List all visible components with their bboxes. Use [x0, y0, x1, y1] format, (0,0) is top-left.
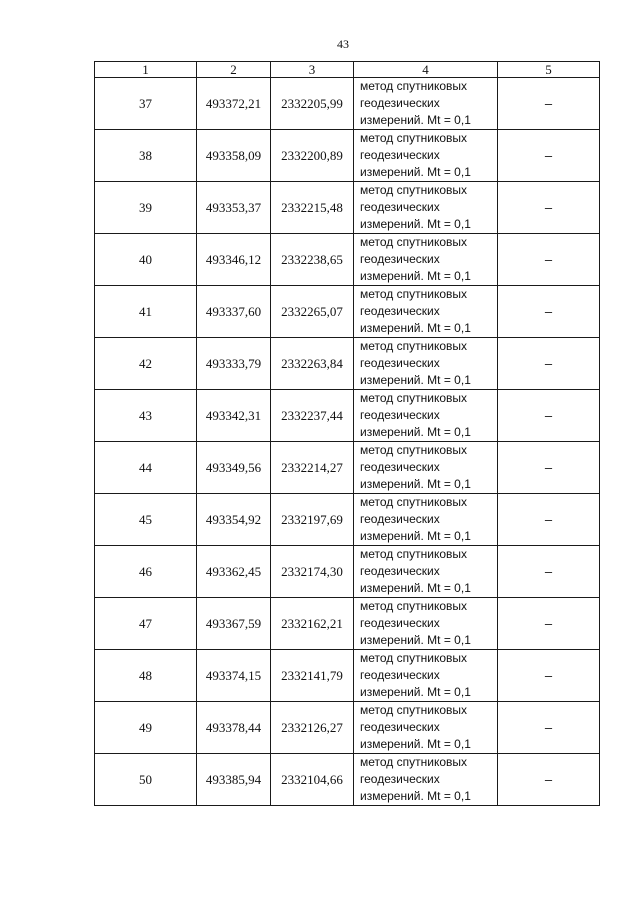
method-line-1: метод спутниковых: [360, 391, 468, 405]
x-coordinate-cell: 493354,92: [197, 494, 271, 546]
x-coordinate-cell: 493346,12: [197, 234, 271, 286]
column-5-cell: [498, 650, 600, 702]
method-cell: [354, 494, 498, 546]
method-line-1: метод спутниковых: [360, 495, 468, 509]
table-row: [95, 390, 600, 442]
table-row: [95, 702, 600, 754]
point-number-cell: 46: [95, 546, 197, 598]
method-cell: [354, 182, 498, 234]
header-cell-2: 2: [197, 62, 271, 78]
x-coordinate-cell: 493333,79: [197, 338, 271, 390]
page-number: 43: [337, 37, 349, 51]
method-cell: [354, 390, 498, 442]
point-number-cell: 45: [95, 494, 197, 546]
x-coordinate-cell: 493358,09: [197, 130, 271, 182]
method-line-1: метод спутниковых: [360, 547, 468, 561]
table-row: [95, 546, 600, 598]
y-coordinate-cell: 2332104,66: [271, 754, 354, 806]
method-line-1: метод спутниковых: [360, 599, 468, 613]
column-5-cell: [498, 598, 600, 650]
table-row: [95, 78, 600, 130]
y-coordinate-cell: 2332238,65: [271, 234, 354, 286]
y-coordinate-cell: 2332141,79: [271, 650, 354, 702]
method-line-2: геодезических: [360, 148, 440, 162]
method-line-2: геодезических: [360, 772, 440, 786]
dash-mark: –: [544, 251, 553, 267]
point-number-cell: 50: [95, 754, 197, 806]
column-5-cell: [498, 286, 600, 338]
method-line-3: измерений. Mt = 0,1: [360, 529, 471, 543]
dash-mark: –: [544, 147, 553, 163]
y-coordinate-cell: 2332263,84: [271, 338, 354, 390]
method-line-3: измерений. Mt = 0,1: [360, 477, 471, 491]
x-coordinate-cell: 493385,94: [197, 754, 271, 806]
method-line-3: измерений. Mt = 0,1: [360, 581, 471, 595]
method-line-2: геодезических: [360, 252, 440, 266]
method-line-1: метод спутниковых: [360, 131, 468, 145]
dash-mark: –: [544, 199, 553, 215]
point-number-cell: 49: [95, 702, 197, 754]
table-row: [95, 286, 600, 338]
method-cell: [354, 598, 498, 650]
table-row: [95, 494, 600, 546]
method-line-3: измерений. Mt = 0,1: [360, 269, 471, 283]
method-cell: [354, 286, 498, 338]
method-cell: [354, 338, 498, 390]
column-5-cell: [498, 338, 600, 390]
method-line-1: метод спутниковых: [360, 651, 468, 665]
table-row: [95, 598, 600, 650]
dash-mark: –: [544, 719, 553, 735]
table-row: [95, 754, 600, 806]
method-line-2: геодезических: [360, 408, 440, 422]
method-line-3: измерений. Mt = 0,1: [360, 425, 471, 439]
column-5-cell: [498, 494, 600, 546]
method-line-2: геодезических: [360, 668, 440, 682]
table-row: [95, 130, 600, 182]
method-line-2: геодезических: [360, 96, 440, 110]
method-line-3: измерений. Mt = 0,1: [360, 373, 471, 387]
method-line-3: измерений. Mt = 0,1: [360, 165, 471, 179]
method-line-2: геодезических: [360, 720, 440, 734]
point-number-cell: 47: [95, 598, 197, 650]
method-line-1: метод спутниковых: [360, 287, 468, 301]
dash-mark: –: [544, 563, 553, 579]
x-coordinate-cell: 493367,59: [197, 598, 271, 650]
dash-mark: –: [544, 407, 553, 423]
y-coordinate-cell: 2332174,30: [271, 546, 354, 598]
method-cell: [354, 702, 498, 754]
method-line-2: геодезических: [360, 616, 440, 630]
x-coordinate-cell: 493349,56: [197, 442, 271, 494]
y-coordinate-cell: 2332214,27: [271, 442, 354, 494]
header-cell-5: 5: [498, 62, 600, 78]
header-cell-3: 3: [271, 62, 354, 78]
coordinates-table: [94, 61, 600, 806]
method-line-1: метод спутниковых: [360, 443, 468, 457]
method-line-1: метод спутниковых: [360, 703, 468, 717]
column-5-cell: [498, 442, 600, 494]
point-number-cell: 48: [95, 650, 197, 702]
method-cell: [354, 650, 498, 702]
x-coordinate-cell: 493342,31: [197, 390, 271, 442]
method-line-1: метод спутниковых: [360, 339, 468, 353]
y-coordinate-cell: 2332215,48: [271, 182, 354, 234]
x-coordinate-cell: 493337,60: [197, 286, 271, 338]
y-coordinate-cell: 2332126,27: [271, 702, 354, 754]
method-line-3: измерений. Mt = 0,1: [360, 737, 471, 751]
point-number-cell: 38: [95, 130, 197, 182]
method-cell: [354, 546, 498, 598]
x-coordinate-cell: 493374,15: [197, 650, 271, 702]
y-coordinate-cell: 2332265,07: [271, 286, 354, 338]
column-5-cell: [498, 78, 600, 130]
method-line-2: геодезических: [360, 356, 440, 370]
method-line-1: метод спутниковых: [360, 79, 468, 93]
column-5-cell: [498, 130, 600, 182]
y-coordinate-cell: 2332205,99: [271, 78, 354, 130]
column-5-cell: [498, 390, 600, 442]
method-line-2: геодезических: [360, 460, 440, 474]
header-cell-4: 4: [354, 62, 498, 78]
x-coordinate-cell: 493378,44: [197, 702, 271, 754]
method-line-2: геодезических: [360, 564, 440, 578]
column-5-cell: [498, 754, 600, 806]
method-line-1: метод спутниковых: [360, 183, 468, 197]
x-coordinate-cell: 493362,45: [197, 546, 271, 598]
column-5-cell: [498, 546, 600, 598]
x-coordinate-cell: 493372,21: [197, 78, 271, 130]
dash-mark: –: [544, 95, 553, 111]
method-line-3: измерений. Mt = 0,1: [360, 113, 471, 127]
point-number-cell: 37: [95, 78, 197, 130]
method-line-3: измерений. Mt = 0,1: [360, 633, 471, 647]
method-line-2: геодезических: [360, 512, 440, 526]
method-line-3: измерений. Mt = 0,1: [360, 789, 471, 803]
y-coordinate-cell: 2332197,69: [271, 494, 354, 546]
table-row: [95, 442, 600, 494]
method-line-2: геодезических: [360, 304, 440, 318]
dash-mark: –: [544, 459, 553, 475]
method-line-1: метод спутниковых: [360, 235, 468, 249]
column-5-cell: [498, 234, 600, 286]
table-header-row: [95, 62, 600, 78]
dash-mark: –: [544, 771, 553, 787]
method-cell: [354, 754, 498, 806]
point-number-cell: 44: [95, 442, 197, 494]
method-line-3: измерений. Mt = 0,1: [360, 321, 471, 335]
header-cell-1: 1: [95, 62, 197, 78]
dash-mark: –: [544, 511, 553, 527]
column-5-cell: [498, 702, 600, 754]
table-row: [95, 234, 600, 286]
dash-mark: –: [544, 667, 553, 683]
dash-mark: –: [544, 355, 553, 371]
method-cell: [354, 130, 498, 182]
method-line-2: геодезических: [360, 200, 440, 214]
point-number-cell: 41: [95, 286, 197, 338]
point-number-cell: 39: [95, 182, 197, 234]
point-number-cell: 40: [95, 234, 197, 286]
y-coordinate-cell: 2332200,89: [271, 130, 354, 182]
method-line-3: измерений. Mt = 0,1: [360, 685, 471, 699]
method-line-1: метод спутниковых: [360, 755, 468, 769]
method-cell: [354, 442, 498, 494]
table-row: [95, 182, 600, 234]
point-number-cell: 42: [95, 338, 197, 390]
dash-mark: –: [544, 303, 553, 319]
y-coordinate-cell: 2332237,44: [271, 390, 354, 442]
table-row: [95, 338, 600, 390]
x-coordinate-cell: 493353,37: [197, 182, 271, 234]
point-number-cell: 43: [95, 390, 197, 442]
method-line-3: измерений. Mt = 0,1: [360, 217, 471, 231]
dash-mark: –: [544, 615, 553, 631]
method-cell: [354, 78, 498, 130]
table-row: [95, 650, 600, 702]
y-coordinate-cell: 2332162,21: [271, 598, 354, 650]
column-5-cell: [498, 182, 600, 234]
method-cell: [354, 234, 498, 286]
